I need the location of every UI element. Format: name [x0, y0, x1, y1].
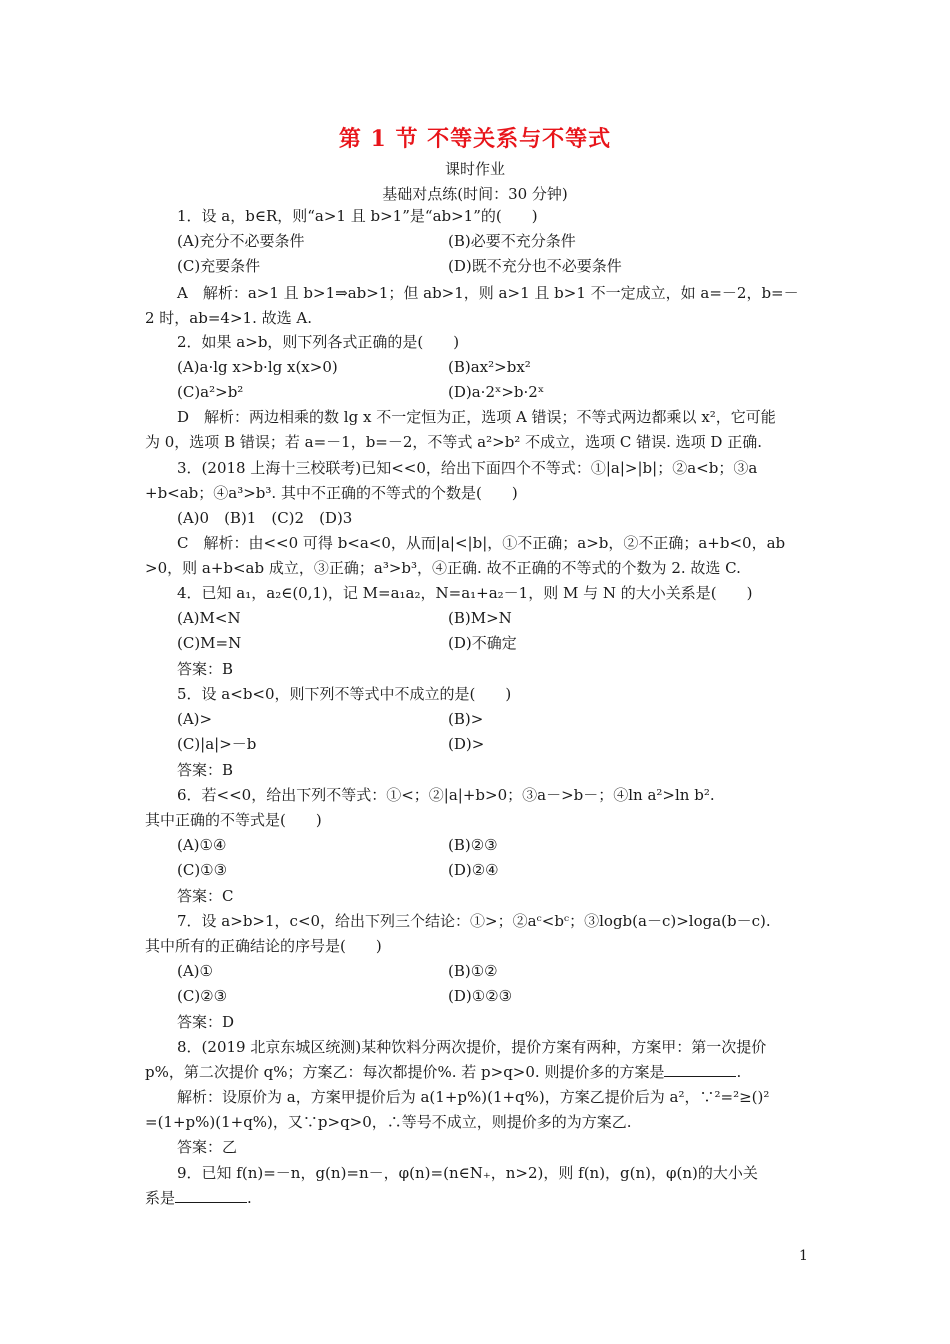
question-9-cont: 系是 .	[145, 1189, 252, 1207]
option-a: (A)M<N	[177, 609, 241, 627]
question-7-cont: 其中所有的正确结论的序号是( )	[145, 937, 382, 955]
question-2: 2．如果 a>b，则下列各式正确的是( )	[177, 333, 460, 351]
question-5: 5．设 a<b<0，则下列不等式中不成立的是( )	[177, 685, 512, 703]
option-b: (B)ax²>bx²	[448, 358, 531, 376]
option-b: (B)①②	[448, 962, 498, 980]
option-c: (C)充要条件	[177, 257, 261, 275]
option-b: (B)>	[448, 710, 484, 728]
question-1: 1．设 a，b∈R，则“a>1 且 b>1”是“ab>1”的( )	[177, 207, 538, 225]
solution-8: 解析：设原价为 a，方案甲提价后为 a(1+p%)(1+q%)，方案乙提价后为 a²，∵²=²≥()²	[177, 1088, 770, 1106]
option-a: (A)①	[177, 962, 213, 980]
option-c: (C)M=N	[177, 634, 242, 652]
option-d: (D)②④	[448, 861, 499, 879]
solution-2-cont: 为 0，选项 B 错误；若 a=－1，b=－2，不等式 a²>b² 不成立，选项 C 错误. 选项 D 正确.	[145, 433, 762, 451]
option-a: (A)a·lg x>b·lg x(x>0)	[177, 358, 338, 376]
option-a: (A)①④	[177, 836, 227, 854]
question-8-text: p%，第二次提价 q%；方案乙：每次都提价%. 若 p>q>0. 则提价多的方案是	[145, 1063, 665, 1081]
answer-blank	[664, 1062, 736, 1077]
answer-4: 答案：B	[177, 660, 234, 678]
question-9: 9．已知 f(n)=－n，g(n)=n－，φ(n)=(n∈N₊，n>2)，则 f(n)，g(n)，φ(n)的大小关	[177, 1164, 758, 1182]
solution-2: D 解析：两边相乘的数 lg x 不一定恒为正，选项 A 错误；不等式两边都乘以 x²，它可能	[177, 408, 776, 426]
section-heading: 基础对点练(时间：30 分钟)	[382, 185, 568, 203]
option-a: (A)充分不必要条件	[177, 232, 305, 250]
solution-1-cont: 2 时，ab=4>1. 故选 A.	[145, 309, 312, 327]
option-d: (D)不确定	[448, 634, 517, 652]
option-c: (C)a²>b²	[177, 383, 244, 401]
question-6-cont: 其中正确的不等式是( )	[145, 811, 322, 829]
option-a: (A)>	[177, 710, 213, 728]
option-d: (D)既不充分也不必要条件	[448, 257, 622, 275]
answer-7: 答案：D	[177, 1013, 235, 1031]
option-c: (C)①③	[177, 861, 228, 879]
question-4: 4．已知 a₁，a₂∈(0,1)，记 M=a₁a₂，N=a₁+a₂－1，则 M 与 N 的大小关系是( )	[177, 584, 753, 602]
option-d: (D)①②③	[448, 987, 513, 1005]
answer-5: 答案：B	[177, 761, 234, 779]
question-6: 6．若<<0，给出下列不等式：①<；②|a|+b>0；③a－>b－；④ln a²>ln b².	[177, 786, 715, 804]
option-c: (C)|a|>－b	[177, 735, 257, 753]
option-d: (D)a·2ˣ>b·2ˣ	[448, 383, 545, 401]
question-3: 3．(2018 上海十三校联考)已知<<0，给出下面四个不等式：①|a|>|b|；②a<b；③a	[177, 459, 758, 477]
solution-3-cont: >0，则 a+b<ab 成立，③正确；a³>b³，④正确. 故不正确的不等式的个数为 2. 故选 C.	[145, 559, 741, 577]
answer-6: 答案：C	[177, 887, 234, 905]
question-7: 7．设 a>b>1，c<0，给出下列三个结论：①>；②aᶜ<bᶜ；③logb(a－c)>loga(b－c).	[177, 912, 771, 930]
answer-8: 答案：乙	[177, 1138, 238, 1156]
question-9-text: 系是	[145, 1189, 176, 1207]
solution-3: C 解析：由<<0 可得 b<a<0，从而|a|<|b|，①不正确；a>b，②不正确；a+b<0，ab	[177, 534, 786, 552]
solution-1: A 解析：a>1 且 b>1⇒ab>1；但 ab>1，则 a>1 且 b>1 不一定成立，如 a=－2，b=－	[177, 284, 799, 302]
subtitle: 课时作业	[444, 160, 505, 178]
question-8-cont: p%，第二次提价 q%；方案乙：每次都提价%. 若 p>q>0. 则提价多的方案是 .	[145, 1063, 742, 1081]
answer-blank	[175, 1188, 247, 1203]
option-b: (B)必要不充分条件	[448, 232, 576, 250]
option-b: (B)②③	[448, 836, 498, 854]
option-b: (B)M>N	[448, 609, 512, 627]
question-8: 8．(2019 北京东城区统测)某种饮料分两次提价，提价方案有两种，方案甲：第一次提价	[177, 1038, 767, 1056]
page-title: 第 1 节 不等关系与不等式	[338, 126, 612, 152]
solution-8-cont: =(1+p%)(1+q%)，又∵p>q>0，∴等号不成立，则提价多的为方案乙.	[145, 1113, 632, 1131]
options: (A)0 (B)1 (C)2 (D)3	[177, 509, 353, 527]
option-d: (D)>	[448, 735, 485, 753]
option-c: (C)②③	[177, 987, 228, 1005]
question-3-cont: +b<ab；④a³>b³. 其中不正确的不等式的个数是( )	[145, 484, 518, 502]
page-number: 1	[799, 1248, 808, 1264]
